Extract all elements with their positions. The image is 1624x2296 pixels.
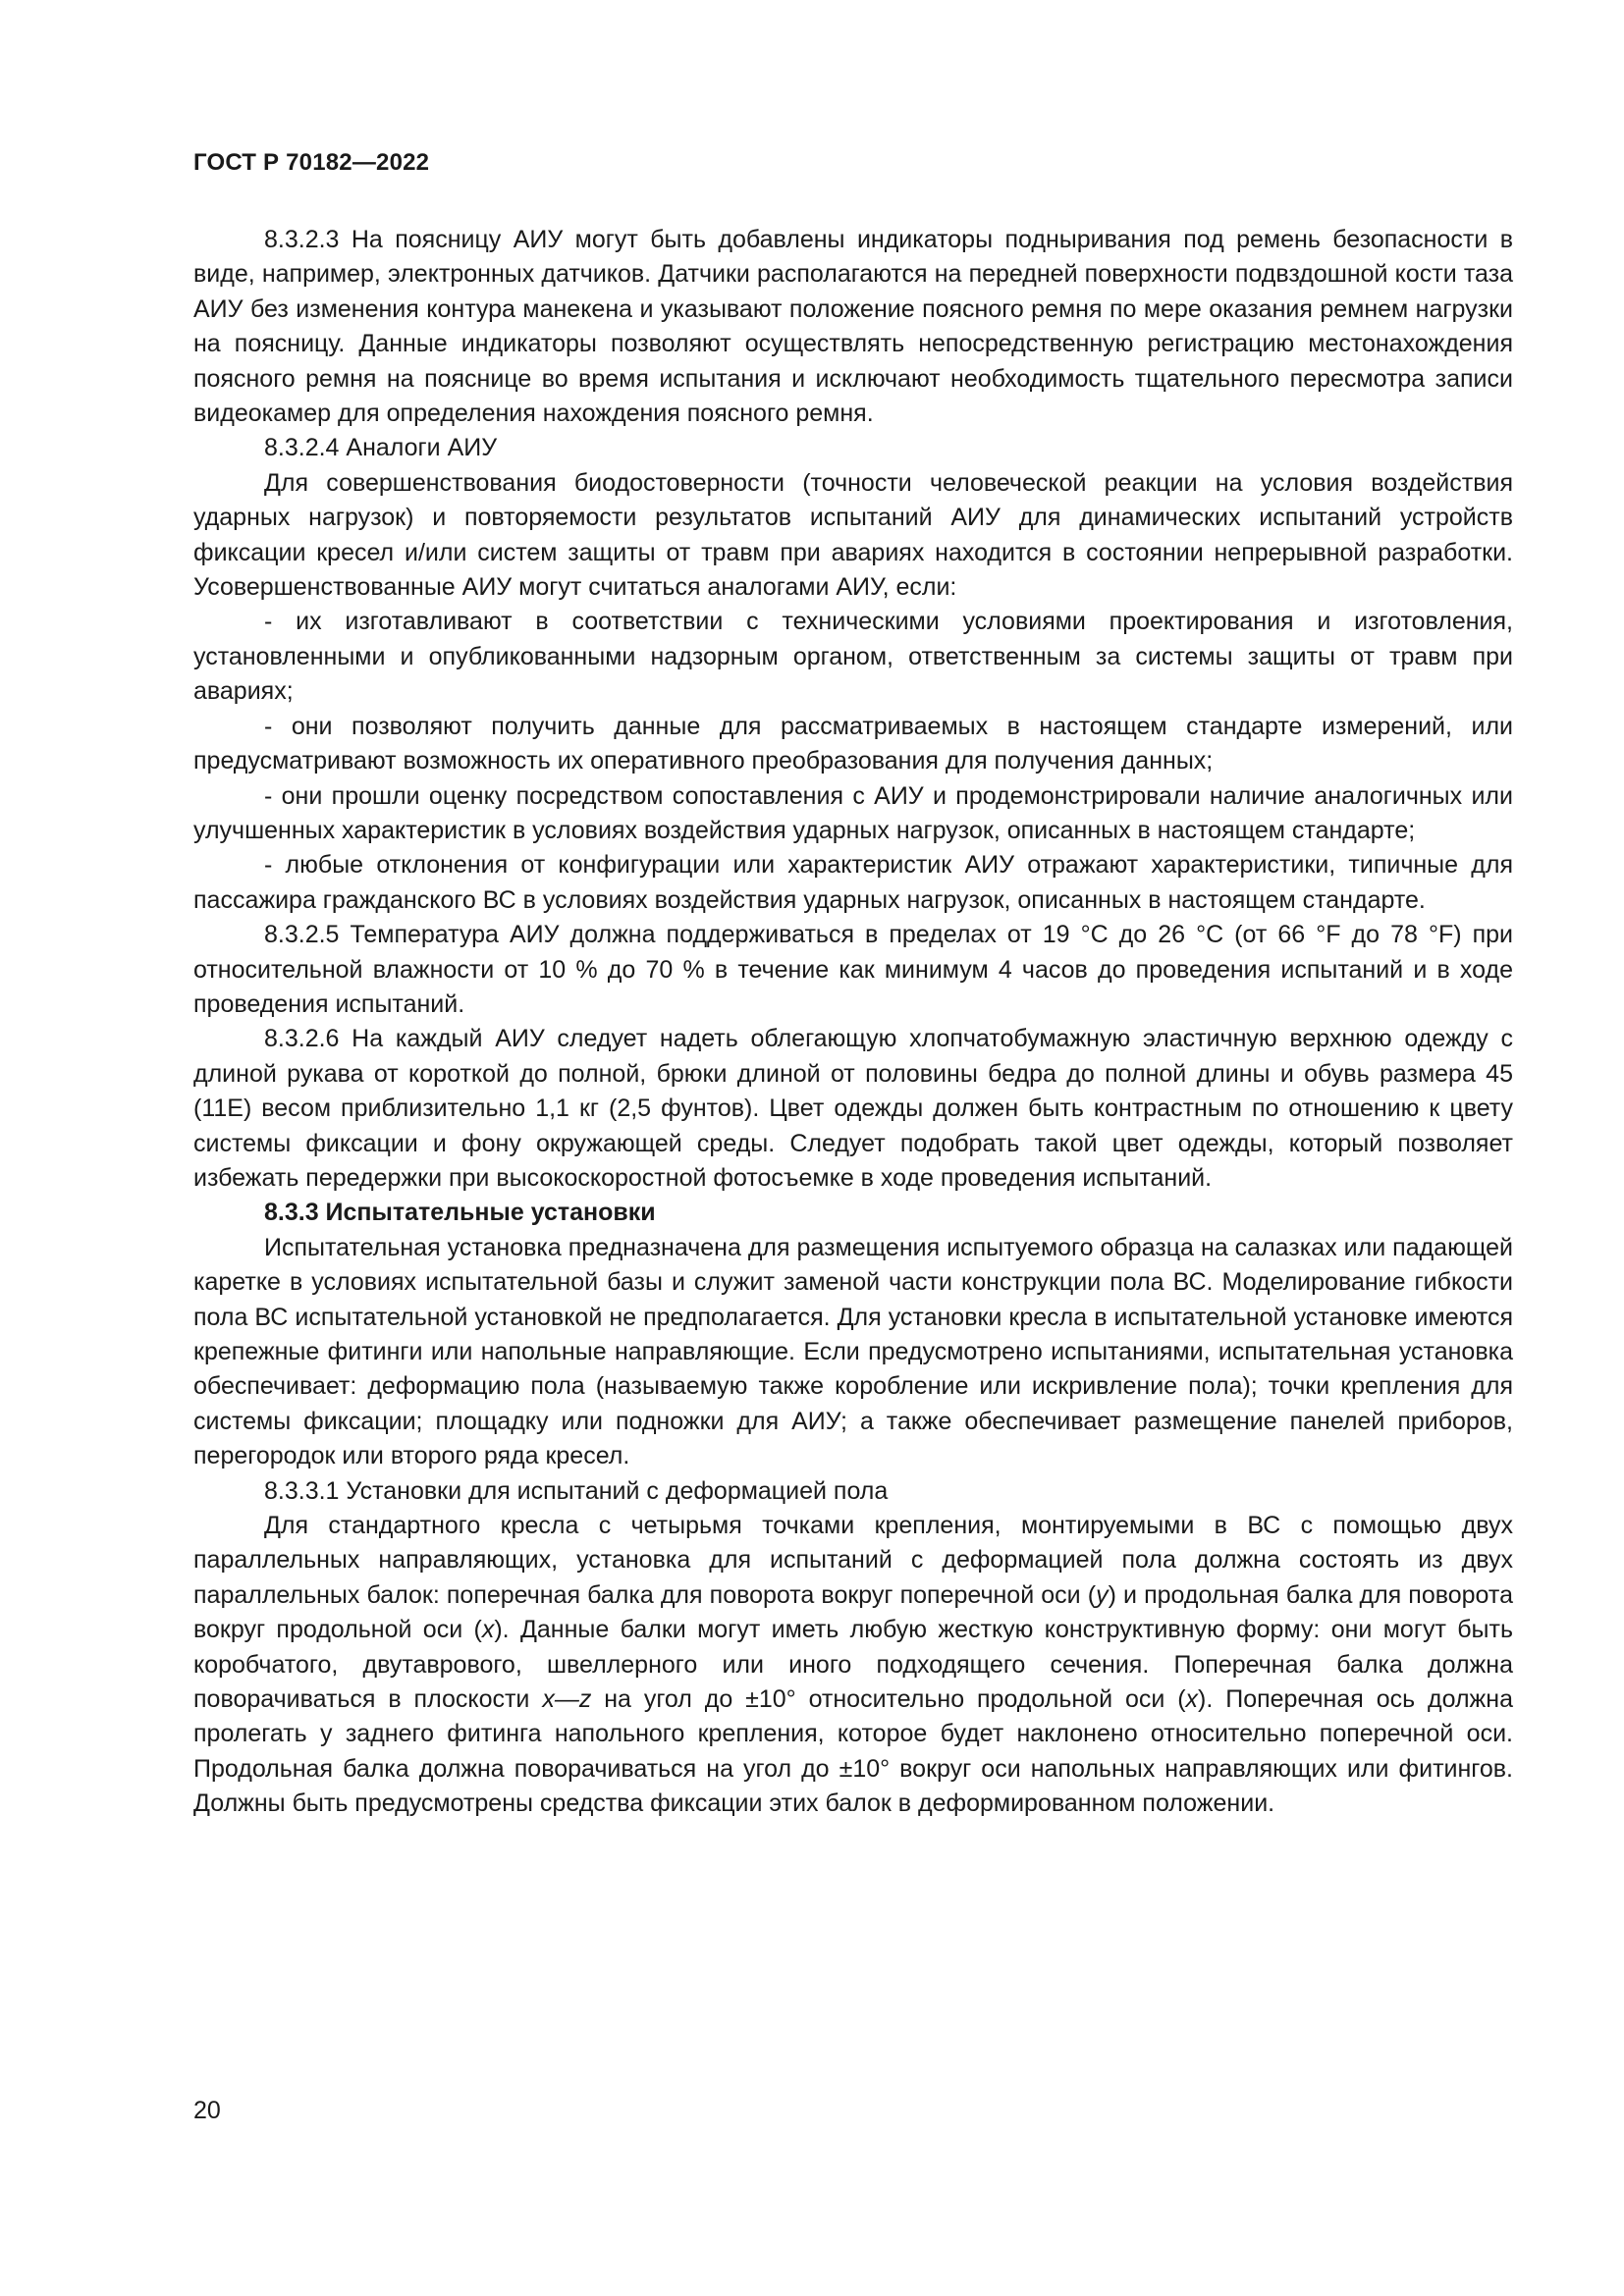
document-body [193, 223, 1513, 1822]
text-run: ) и продольная балка для поворота вокруг продольной оси ( [193, 1580, 1513, 1644]
subsection-heading-8-3-3-1: 8.3.3.1 Установки для испытаний с деформацией пола [264, 1476, 889, 1505]
document-code-header: ГОСТ Р 70182—2022 [193, 149, 430, 176]
list-item: - они позволяют получить данные для рассматриваемых в настоящем стандарте измерений, или предусматривают возможность их оперативного преобразования для получения данных; [193, 712, 1513, 775]
page-number: 20 [193, 2097, 221, 2124]
list-item: - их изготавливают в соответствии с техническими условиями проектирования и изготовления, установленными и опубликованными надзорным органом, ответственным за системы защиты от травм при авариях; [193, 608, 1513, 706]
section-heading-8-3-3: 8.3.3 Испытательные установки [264, 1199, 656, 1227]
paragraph-8-3-2-3: 8.3.2.3 На поясницу АИУ могут быть добавлены индикаторы подныривания под ремень безопасности в виде, например, электронных датчиков. Датчики располагаются на передней поверхности подвздошной кости таза АИУ без изменения контура манекена и указывают положение поясного ремня по мере оказания ремнем нагрузки на поясницу. Данные индикаторы позволяют осуществлять непосредственную регистрацию местонахождения поясного ремня на пояснице во время испытания и исключают необходимость тщательного пересмотра записи видеокамер для определения нахождения поясного ремня. [193, 226, 1513, 428]
axis-variable: y [1096, 1580, 1109, 1609]
subsection-heading-8-3-2-4: 8.3.2.4 Аналоги АИУ [264, 434, 498, 462]
paragraph-analog-intro: Для совершенствования биодостоверности (точности человеческой реакции на условия воздействия ударных нагрузок) и повторяемости результатов испытаний АИУ для динамических испытаний устройств фиксации кресел и/или систем защиты от травм при авариях находится в состоянии непрерывной разработки. Усовершенствованные АИУ могут считаться аналогами АИУ, если: [193, 468, 1513, 602]
paragraph-test-rig: Испытательная установка предназначена для размещения испытуемого образца на салазках или падающей каретке в условиях испытательной базы и служит заменой части конструкции пола ВС. Моделирование гибкости пола ВС испытательной установкой не предполагается. Для установки кресла в испытательной установке имеются крепежные фитинги или напольные направляющие. Если предусмотрено испытаниями, испытательная установка обеспечивает: деформацию пола (называемую также коробление или искривление пола); точки крепления для системы фиксации; площадку или подножки для АИУ; а также обеспечивает размещение панелей приборов, перегородок или второго ряда кресел. [193, 1233, 1513, 1470]
list-item: - любые отклонения от конфигурации или характеристик АИУ отражают характеристики, типичные для пассажира гражданского ВС в условиях воздействия ударных нагрузок, описанных в настоящем стандарте. [193, 851, 1513, 914]
paragraph-8-3-2-6: 8.3.2.6 На каждый АИУ следует надеть облегающую хлопчатобумажную эластичную верхнюю одежду с длиной рукава от короткой до полной, брюки длиной от половины бедра до полной длины и обувь размера 45 (11Е) весом приблизительно 1,1 кг (2,5 фунтов). Цвет одежды должен быть контрастным по отношению к цвету системы фиксации и фону окружающей среды. Следует подобрать такой цвет одежды, который позволяет избежать передержки при высокоскоростной фотосъемке в ходе проведения испытаний. [193, 1025, 1513, 1192]
plane-variable: x—z [542, 1685, 592, 1714]
list-item: - они прошли оценку посредством сопоставления с АИУ и продемонстрировали наличие аналогичных или улучшенных характеристик в условиях воздействия ударных нагрузок, описанных в настоящем стандарте; [193, 781, 1513, 844]
text-run: Для стандартного кресла с четырьмя точками крепления, монтируемыми в ВС с помощью двух параллельных направляющих, установка для испытаний с деформацией пола должна состоять из двух параллельных балок: поперечная балка для поворота вокруг поперечной оси ( [193, 1512, 1513, 1609]
paragraph-floor-deformation [193, 1509, 1513, 1822]
text-run: ). Данные балки могут иметь любую жесткую конструктивную форму: они могут быть коробчатого, двутаврового, швеллерного или иного подходящего сечения. Поперечная балка должна поворачиваться в плоскости [193, 1616, 1513, 1714]
text-run: ). Поперечная ось должна пролегать у заднего фитинга напольного крепления, которое будет наклонено относительно поперечной оси. Продольная балка должна поворачиваться на угол до ±10° вокруг оси напольных направляющих или фитингов. Должны быть предусмотрены средства фиксации этих балок в деформированном положении. [193, 1685, 1513, 1818]
text-run: на угол до ±10° относительно продольной оси ( [591, 1685, 1186, 1714]
paragraph-8-3-2-5: 8.3.2.5 Температура АИУ должна поддерживаться в пределах от 19 °С до 26 °С (от 66 °F до 78 °F) при относительной влажности от 10 % до 70 % в течение как минимум 4 часов до проведения испытаний и в ходе проведения испытаний. [193, 921, 1513, 1018]
axis-variable: x [1185, 1685, 1199, 1714]
axis-variable: x [481, 1616, 495, 1644]
